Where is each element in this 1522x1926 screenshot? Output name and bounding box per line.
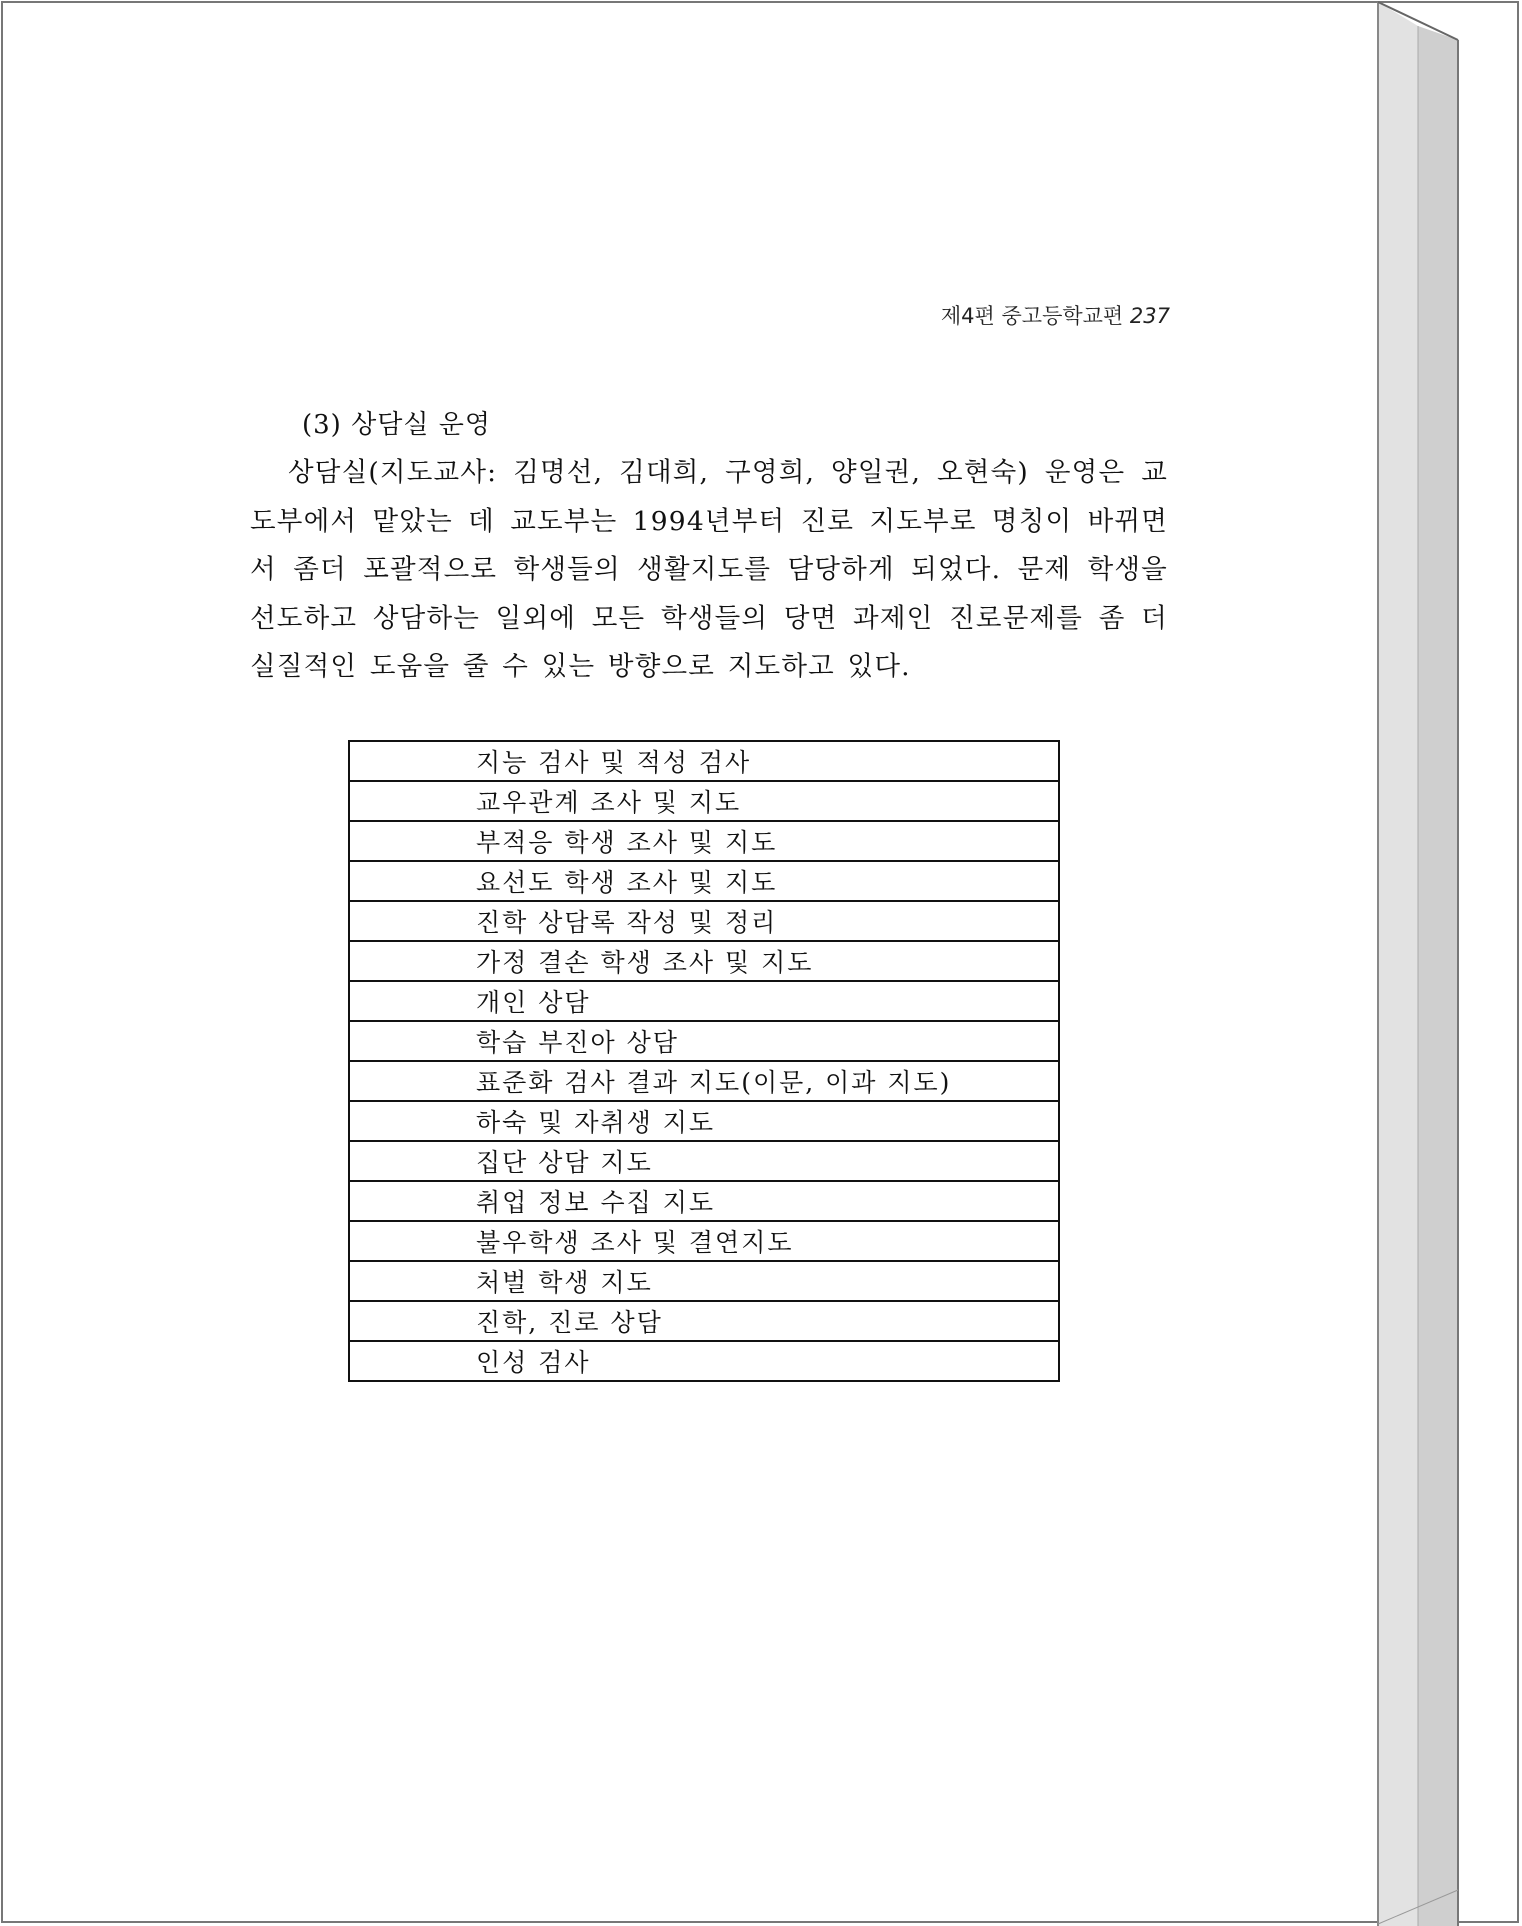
table-row	[349, 1141, 1059, 1181]
counseling-activities-table	[348, 740, 1060, 1382]
table-row	[349, 781, 1059, 821]
table-row	[349, 941, 1059, 981]
section-label: 제4편 중고등학교편	[940, 304, 1124, 328]
table-row	[349, 741, 1059, 781]
table-cell: 취업 정보 수집 지도	[349, 1181, 1059, 1221]
table-cell: 인성 검사	[349, 1341, 1059, 1381]
table-cell: 학습 부진아 상담	[349, 1021, 1059, 1061]
table-row	[349, 1181, 1059, 1221]
table-cell: 진학 상담록 작성 및 정리	[349, 901, 1059, 941]
table-cell: 불우학생 조사 및 결연지도	[349, 1221, 1059, 1261]
table-cell: 진학, 진로 상담	[349, 1301, 1059, 1341]
table-row	[349, 861, 1059, 901]
table-row	[349, 1341, 1059, 1381]
table-cell: 표준화 검사 결과 지도(이문, 이과 지도)	[349, 1061, 1059, 1101]
table-row	[349, 1061, 1059, 1101]
table-cell: 집단 상담 지도	[349, 1141, 1059, 1181]
table-cell: 지능 검사 및 적성 검사	[349, 741, 1059, 781]
table-cell: 요선도 학생 조사 및 지도	[349, 861, 1059, 901]
table-cell: 개인 상담	[349, 981, 1059, 1021]
table-cell: 가정 결손 학생 조사 및 지도	[349, 941, 1059, 981]
table-row	[349, 1021, 1059, 1061]
running-header	[900, 300, 1170, 330]
page-number: 237	[1129, 304, 1170, 328]
table-row	[349, 1101, 1059, 1141]
table-cell: 처벌 학생 지도	[349, 1261, 1059, 1301]
table-row	[349, 901, 1059, 941]
table-row	[349, 981, 1059, 1021]
table-cell: 교우관계 조사 및 지도	[349, 781, 1059, 821]
table-row	[349, 1221, 1059, 1261]
body-paragraph: 상담실(지도교사: 김명선, 김대희, 구영희, 양일권, 오현숙) 운영은 교도부에서 맡았는 데 교도부는 1994년부터 진로 지도부로 명칭이 바뀌면서 좀더 포괄적으로 학생들의 생활지도를 담당하게 되었다. 문제 학생을 선도하고 상담하는 일외에 모든 학생들의 당면 과제인 진로문제를 좀 더 실질적인 도움을 줄 수 있는 방향으로 지도하고 있다.	[250, 457, 1168, 682]
table-cell: 부적응 학생 조사 및 지도	[349, 821, 1059, 861]
table-cell: 하숙 및 자취생 지도	[349, 1101, 1059, 1141]
table-row	[349, 1261, 1059, 1301]
table-row	[349, 821, 1059, 861]
table-row	[349, 1301, 1059, 1341]
section-heading: (3) 상담실 운영	[302, 410, 491, 440]
